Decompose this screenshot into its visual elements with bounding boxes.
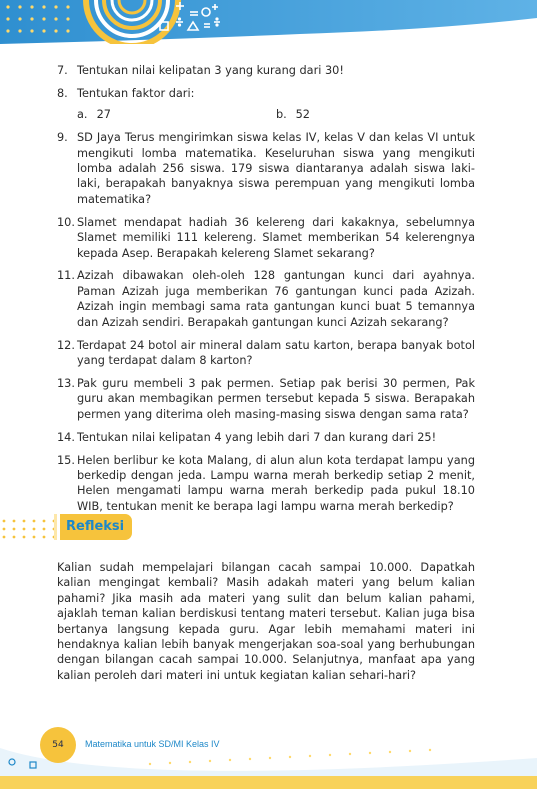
question-number: 13. (57, 376, 75, 390)
bottom-bar (0, 776, 537, 789)
question-11 (57, 268, 475, 330)
header-decoration (0, 0, 537, 44)
question-8-options (77, 107, 475, 122)
question-text: SD Jaya Terus mengirimkan siswa kelas IV, kelas V dan kelas VI untuk mengikuti lomba matematika. Keseluruhan siswa yang mengikuti lomba adalah 256 siswa. 179 siswa diantaranya adalah siswa laki-laki, berapakah banyaknya siswa perempuan yang mengikuti lomba matematika? (77, 131, 475, 206)
question-number: 15. (57, 453, 75, 467)
option-label: a. (77, 108, 88, 122)
question-text: Tentukan nilai kelipatan 3 yang kurang dari 30! (77, 64, 344, 77)
question-9 (57, 130, 475, 207)
question-number: 10. (57, 215, 75, 229)
option-value: 52 (295, 108, 310, 122)
question-7 (57, 63, 475, 78)
option-b (276, 107, 475, 122)
option-value: 27 (96, 108, 111, 122)
question-text: Pak guru membeli 3 pak permen. Setiap pak berisi 30 permen, Pak guru akan membagikan permen tersebut kepada 5 siswa. Berapakah permen yang diterima oleh masing-masing siswa dengan sama rata? (77, 376, 475, 421)
option-a (77, 107, 276, 122)
refleksi-dots-icon (0, 517, 60, 541)
question-14 (57, 430, 475, 445)
page-number: 54 (40, 727, 76, 763)
question-text: Slamet mendapat hadiah 36 kelereng dari kakaknya, sebelumnya Slamet memiliki 111 kelereng. Slamet memberikan 54 kelerengnya kepada Asep. Berapakah kelereng Slamet sekarang? (77, 215, 475, 260)
question-13 (57, 376, 475, 422)
question-text: Azizah dibawakan oleh-oleh 128 gantungan kunci dari ayahnya. Paman Azizah juga memberikan 76 gantungan kunci pada Azizah. Azizah ingin membagi sama rata gantungan kunci buat 5 temannya dan Azizah sendiri. Berapakah gantungan kunci Azizah sekarang? (77, 269, 475, 329)
question-list (57, 63, 475, 522)
book-title: Matematika untuk SD/MI Kelas IV (85, 739, 220, 749)
question-text: Tentukan nilai kelipatan 4 yang lebih dari 7 dan kurang dari 25! (77, 430, 437, 444)
option-label: b. (276, 108, 287, 122)
question-number: 9. (57, 131, 68, 145)
question-number: 14. (57, 430, 75, 444)
question-text: Terdapat 24 botol air mineral dalam satu karton, berapa banyak botol yang terdapat dalam 8 karton? (77, 338, 475, 367)
question-8 (57, 86, 475, 123)
question-number: 11. (57, 269, 75, 283)
refleksi-paragraph: Kalian sudah mempelajari bilangan cacah sampai 10.000. Dapatkah kalian mengingat kembali? Masih adakah materi yang belum kalian pahami? Jika masih ada materi yang sulit dan belum kalian pahami, ajaklah teman kalian berdiskusi tentang materi tersebut. Kalian juga bisa bertanya langsung kepada guru. Agar lebih memahami materi ini hendaknya kalian lebih banyak mengerjakan soa-soal yang berhubungan dengan bilangan cacah sampai 10.000. Selanjutnya, manfaat apa yang kalian peroleh dari materi ini untuk kegiatan kalian sehari-hari? (57, 561, 475, 682)
question-number: 8. (57, 86, 68, 100)
question-text: Tentukan faktor dari: (77, 86, 195, 100)
question-number: 7. (57, 64, 68, 77)
question-text: Helen berlibur ke kota Malang, di alun alun kota terdapat lampu yang berkedip dengan jeda. Lampu warna merah berkedip setiap 2 menit, Helen mengamati lampu warna merah berkedip pada pukul 18.10 WIB, tentukan menit ke berapa lagi lampu warna merah berkedip? (77, 453, 475, 513)
question-12 (57, 338, 475, 369)
header-band (0, 0, 537, 44)
question-10 (57, 215, 475, 261)
footer-dots-icon (149, 749, 431, 765)
refleksi-title: Refleksi (66, 519, 125, 534)
question-15 (57, 453, 475, 515)
question-number: 12. (57, 338, 75, 352)
